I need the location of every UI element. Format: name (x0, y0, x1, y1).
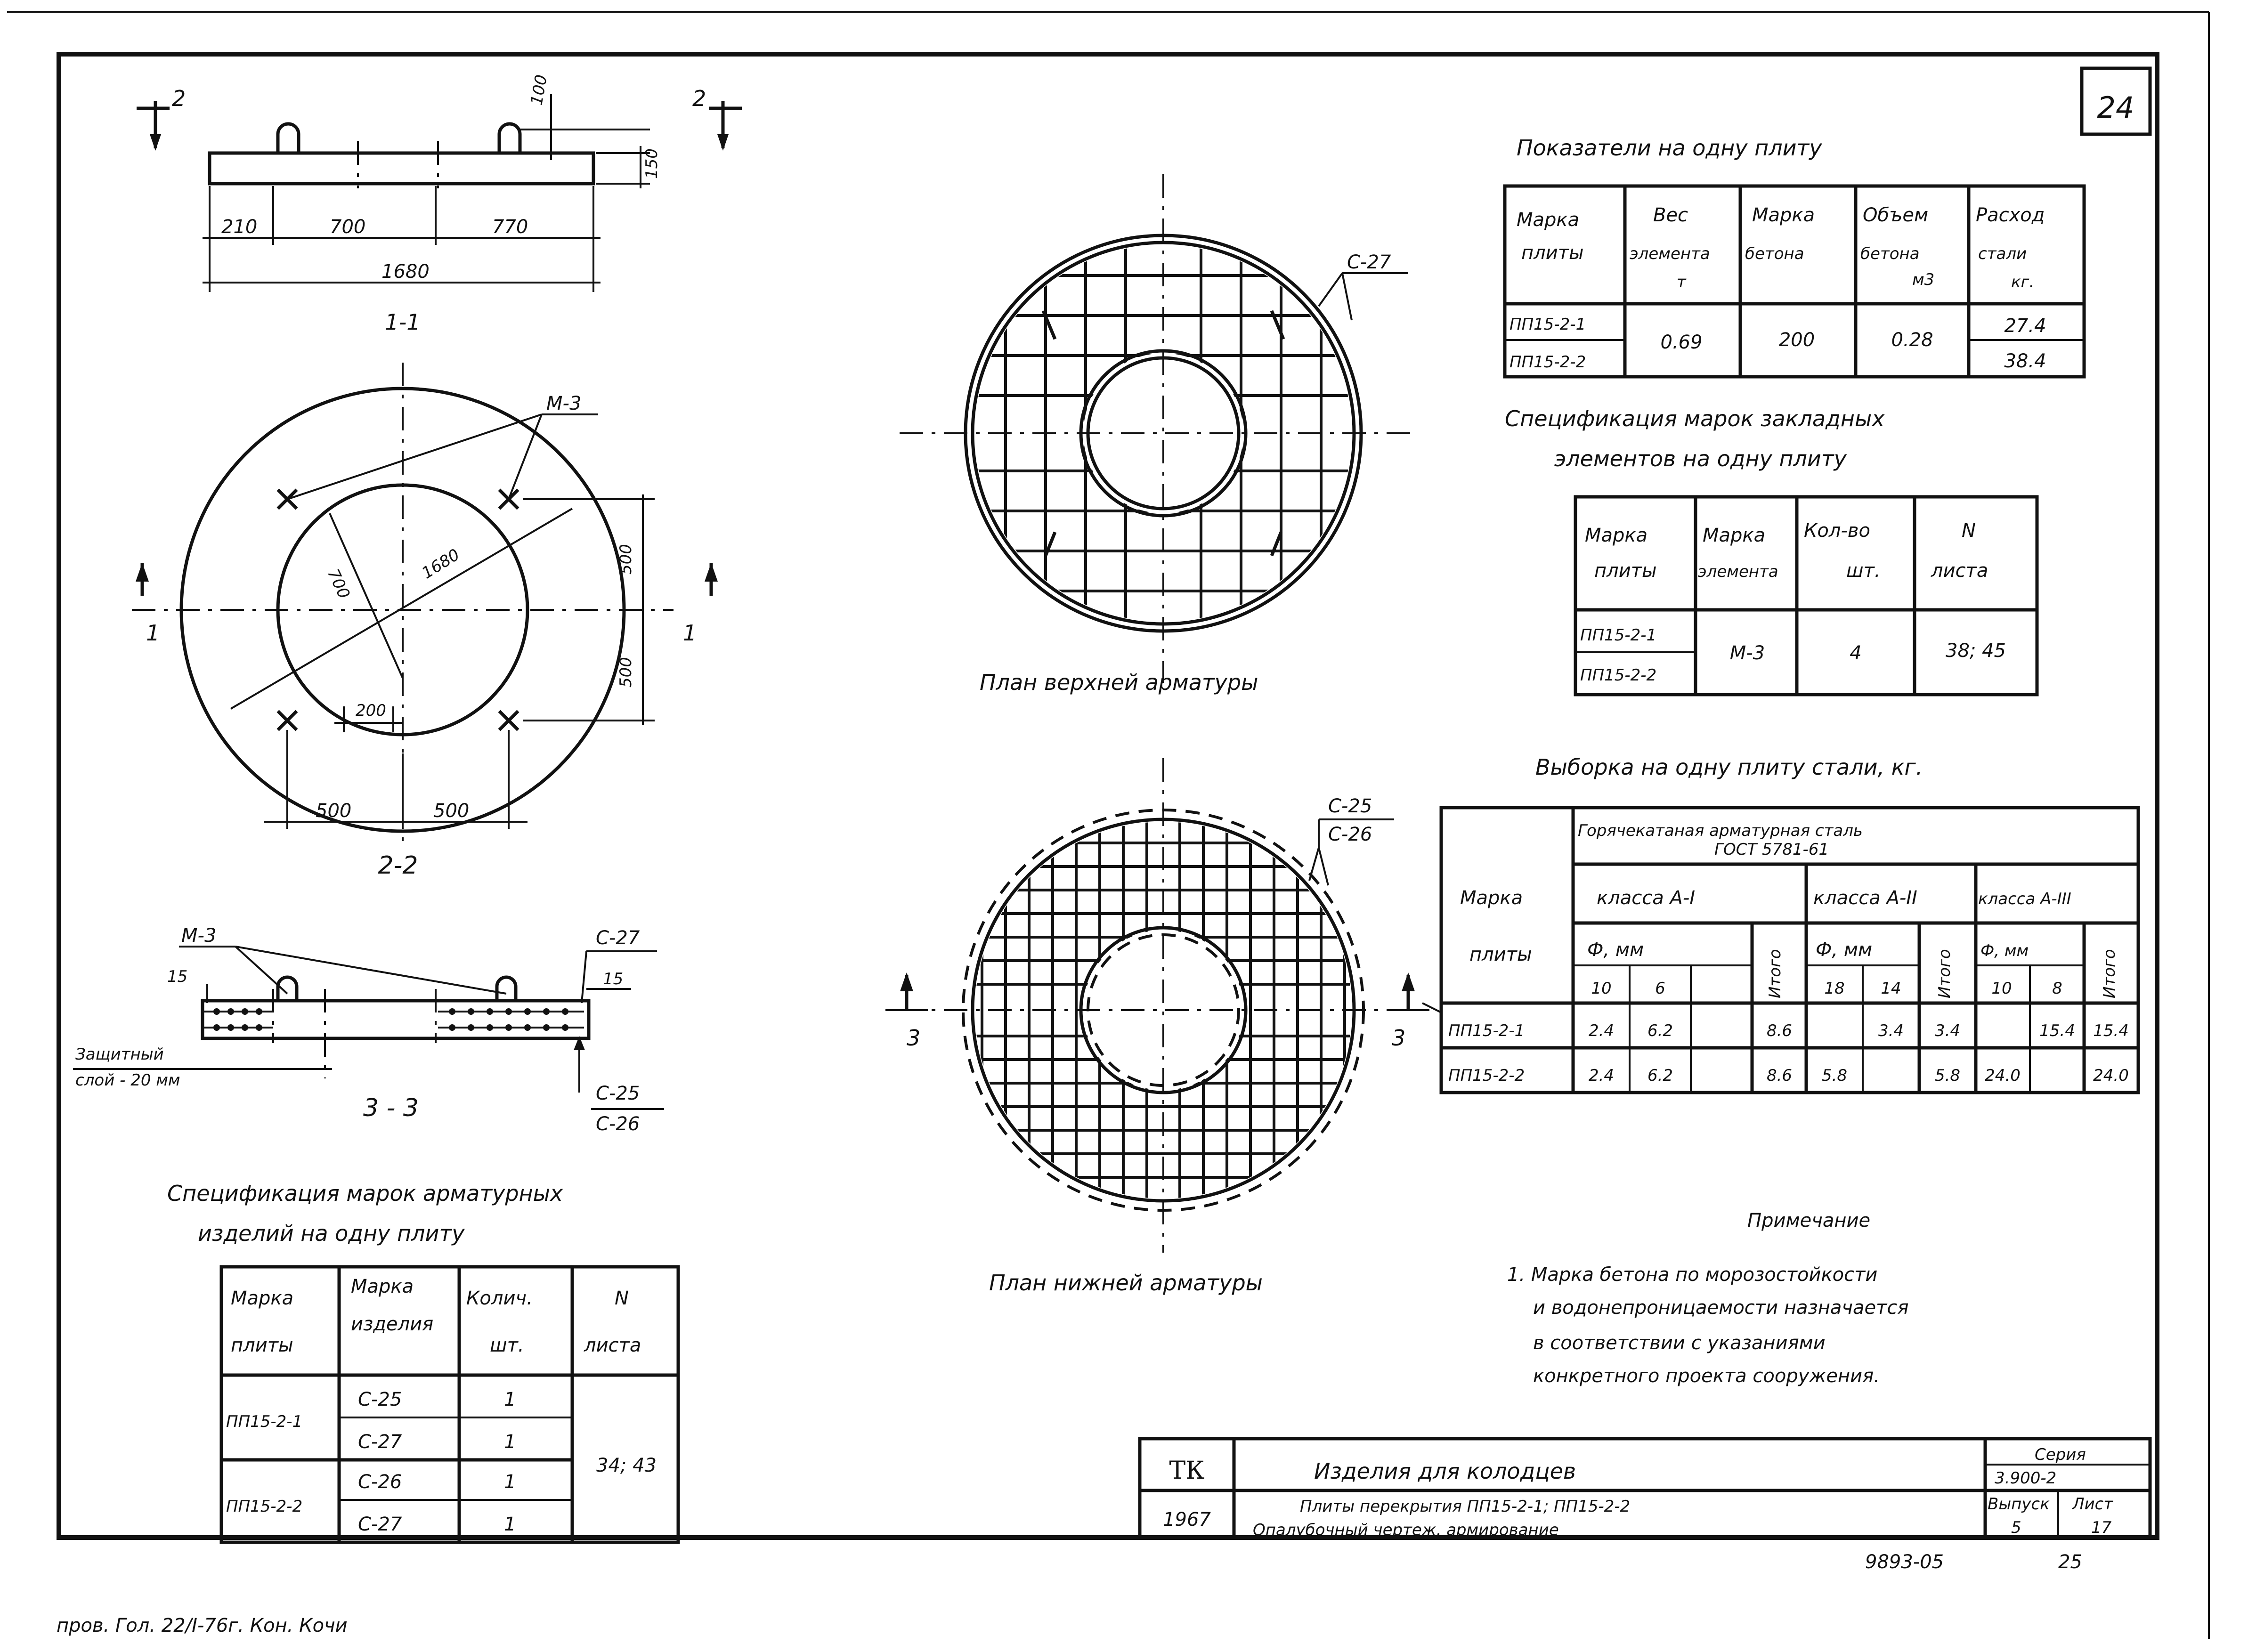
mark-c26-section3: С-26 (596, 1113, 640, 1135)
tb-title: Изделия для колодцев (1314, 1458, 1576, 1484)
tb-series: 3.900-2 (1995, 1469, 2057, 1488)
footer (57, 1551, 2082, 1636)
cut-mark-1-right: 1 (683, 620, 697, 646)
steel-row-mark: ПП15-2-1 (1448, 1021, 1525, 1040)
embed-mark-label: M-3 (546, 393, 582, 414)
ind-h-weight-2: элемента (1630, 244, 1710, 263)
tb-series-label: Серия (2035, 1445, 2086, 1464)
steel-dia-6: 6 (1655, 979, 1665, 998)
ind-grade: 200 (1778, 329, 1815, 351)
dim-200: 200 (356, 701, 386, 720)
section-2-2 (132, 363, 718, 880)
footer-signature: пров. Гол. 22/I-76г. Кон. Кочи (57, 1615, 348, 1636)
title-block (1140, 1439, 2150, 1539)
ind-h-grade-1: Марка (1752, 204, 1815, 226)
steel-dia-18: 18 (1824, 979, 1845, 998)
steel-class-2: класса А-II (1813, 887, 1917, 909)
sheet-number: 24 (2097, 90, 2134, 125)
upper-reinforcement-plan (900, 174, 1418, 695)
reb-mark-2: ПП15-2-2 (226, 1497, 303, 1516)
emb-qty: 4 (1850, 642, 1862, 664)
cut-mark-3-left: 3 (907, 1025, 921, 1051)
reb-h-item-2: изделия (351, 1313, 434, 1335)
emb-mark-2: ПП15-2-2 (1580, 666, 1657, 685)
section-2-2-label: 2-2 (378, 851, 418, 880)
steel-dia-8: 8 (2052, 979, 2062, 998)
steel-cell: 6.2 (1647, 1066, 1673, 1085)
reb-qty: 1 (504, 1431, 516, 1453)
emb-h-qty-1: Кол-во (1804, 520, 1870, 542)
section-3-embed-mark: M-3 (181, 925, 217, 947)
steel-table-title: Выборка на одну плиту стали, кг. (1535, 754, 1923, 780)
reb-h-qty-1: Колич. (466, 1288, 533, 1309)
dim-700-dia: 700 (323, 566, 354, 602)
emb-h-sheet-2: листа (1931, 560, 1988, 582)
indicators-title: Показатели на одну плиту (1517, 135, 1822, 161)
note-line: в соответствии с указаниями (1533, 1332, 1826, 1354)
embed-spec-title-2: элементов на одну плиту (1554, 446, 1847, 471)
dim-500-lower: 500 (617, 657, 635, 688)
reb-item: С-26 (358, 1471, 402, 1493)
dim-500-left: 500 (316, 800, 352, 822)
dim-500-upper: 500 (617, 544, 635, 575)
ind-steel-2: 38.4 (2004, 350, 2046, 372)
steel-group-1: Горячекатаная арматурная сталь (1578, 821, 1863, 840)
tb-year: 1967 (1163, 1509, 1211, 1531)
steel-dia-label-1: Ф, мм (1587, 939, 1644, 961)
footer-page: 25 (2058, 1551, 2082, 1573)
tb-subtitle-2: Опалубочный чертеж, армирование (1253, 1521, 1559, 1539)
dim-770: 770 (492, 216, 528, 238)
cut-mark-3-right: 3 (1392, 1025, 1406, 1051)
lifting-loop (278, 124, 299, 153)
steel-table (1422, 754, 2138, 1093)
steel-class-3: класса А-III (1978, 890, 2071, 908)
mark-c27-section3: С-27 (596, 927, 640, 949)
reb-mark-1: ПП15-2-1 (226, 1412, 303, 1431)
cover-label-2: слой - 20 мм (75, 1071, 180, 1090)
steel-cell: 24.0 (2093, 1066, 2129, 1085)
dim-700: 700 (330, 216, 366, 238)
reb-sheets: 34; 43 (596, 1455, 657, 1476)
dim-1680: 1680 (381, 261, 430, 283)
dim-100: 100 (527, 73, 552, 107)
reb-h-mark-2: плиты (231, 1335, 293, 1356)
embed-spec-table (1505, 406, 2037, 695)
ind-mark-1: ПП15-2-1 (1509, 315, 1586, 334)
slab-section-3 (203, 1001, 589, 1038)
steel-cell: 5.8 (1821, 1066, 1848, 1085)
reb-h-item-1: Марка (351, 1276, 414, 1297)
mark-c26-lower: С-26 (1328, 824, 1372, 845)
upper-mesh (942, 219, 1389, 643)
cut-mark-2-left: 2 (172, 86, 186, 111)
reb-qty: 1 (504, 1514, 516, 1535)
steel-total-2: Итого (1935, 949, 1954, 998)
steel-cell: 2.4 (1588, 1021, 1615, 1040)
note (1507, 1210, 1909, 1387)
indicators-table (1505, 135, 2084, 377)
reb-qty: 1 (504, 1471, 516, 1493)
tb-org: ТК (1169, 1457, 1205, 1485)
emb-h-sheet-1: N (1962, 520, 1976, 542)
reb-item: С-27 (358, 1431, 402, 1453)
emb-h-qty-2: шт. (1846, 560, 1881, 582)
note-line: конкретного проекта сооружения. (1533, 1365, 1880, 1387)
reb-h-sheet-1: N (615, 1288, 629, 1309)
emb-h-mark-2: плиты (1594, 560, 1657, 582)
reb-h-qty-2: шт. (490, 1335, 524, 1356)
steel-cell: 15.4 (2093, 1021, 2129, 1040)
steel-dia-14: 14 (1881, 979, 1901, 998)
note-title: Примечание (1747, 1210, 1871, 1231)
section-3-3-label: 3 - 3 (363, 1094, 419, 1122)
rebar-spec-title-1: Спецификация марок арматурных (167, 1181, 563, 1206)
note-line: 1. Марка бетона по морозостойкости (1507, 1264, 1878, 1286)
steel-dia-10b: 10 (1991, 979, 2012, 998)
cut-mark-1-left: 1 (146, 620, 160, 646)
steel-cell: 2.4 (1588, 1066, 1615, 1085)
mark-c25-section3: С-25 (596, 1083, 640, 1104)
dim-150: 150 (642, 148, 661, 179)
steel-dia-10: 10 (1591, 979, 1612, 998)
reb-qty: 1 (504, 1389, 516, 1410)
emb-mark-1: ПП15-2-1 (1580, 626, 1657, 645)
ind-volume: 0.28 (1891, 329, 1933, 351)
steel-group-2: ГОСТ 5781-61 (1714, 840, 1829, 859)
cut-mark-2-right: 2 (692, 86, 706, 111)
reb-h-sheet-2: листа (584, 1335, 641, 1356)
ind-weight: 0.69 (1660, 332, 1703, 353)
footer-code: 9893-05 (1865, 1551, 1944, 1573)
steel-mark-h-1: Марка (1460, 887, 1523, 909)
steel-total-1: Итого (1766, 949, 1785, 998)
ind-h-volume-3: м3 (1912, 270, 1935, 289)
lifting-loop (499, 124, 520, 153)
lower-plan-caption: План нижней арматуры (989, 1270, 1263, 1296)
ind-h-volume-2: бетона (1860, 244, 1920, 263)
section-3-3 (73, 925, 664, 1135)
note-line: и водонепроницаемости назначается (1533, 1297, 1909, 1319)
ind-h-steel-2: стали (1978, 244, 2027, 263)
steel-cell: 8.6 (1766, 1066, 1793, 1085)
ind-h-weight-3: т (1677, 273, 1686, 292)
reb-item: С-25 (358, 1389, 402, 1410)
dim-210: 210 (221, 216, 258, 238)
steel-cell: 8.6 (1766, 1021, 1793, 1040)
emb-h-element-1: Марка (1703, 525, 1766, 546)
steel-row-1 (1448, 1021, 2129, 1040)
ind-h-mark-2: плиты (1521, 242, 1584, 264)
steel-cell: 3.4 (1934, 1021, 1961, 1040)
lower-reinforcement-plan (885, 758, 1429, 1296)
tb-sheet: 17 (2091, 1518, 2112, 1537)
steel-cell: 3.4 (1878, 1021, 1904, 1040)
mark-c25-lower: С-25 (1328, 795, 1372, 817)
tb-issue-label: Выпуск (1988, 1495, 2050, 1514)
steel-dia-label-2: Ф, мм (1816, 939, 1873, 961)
tb-issue: 5 (2011, 1518, 2021, 1537)
steel-row-mark: ПП15-2-2 (1448, 1066, 1525, 1085)
steel-total-3: Итого (2100, 949, 2119, 998)
rebar-spec-table (167, 1181, 678, 1542)
reb-h-mark-1: Марка (231, 1288, 294, 1309)
ind-h-grade-2: бетона (1745, 244, 1804, 263)
tb-subtitle-1: Плиты перекрытия ПП15-2-1; ПП15-2-2 (1300, 1497, 1631, 1516)
ind-mark-2: ПП15-2-2 (1509, 353, 1586, 372)
steel-dia-label-3: Ф, мм (1980, 941, 2029, 960)
ind-h-mark-1: Марка (1517, 209, 1580, 231)
steel-cell: 5.8 (1934, 1066, 1961, 1085)
dim-15-right: 15 (603, 970, 624, 988)
ind-h-steel-1: Расход (1976, 204, 2045, 226)
mark-c27-upper: С-27 (1347, 251, 1391, 273)
cover-label-1: Защитный (75, 1045, 164, 1064)
reb-item: С-27 (358, 1514, 402, 1535)
section-1-1-label: 1-1 (385, 309, 421, 335)
ind-h-volume-1: Объем (1863, 204, 1929, 226)
dim-15-left: 15 (167, 967, 188, 986)
rebar-spec-title-2: изделий на одну плиту (198, 1221, 465, 1246)
steel-mark-h-2: плиты (1469, 944, 1532, 965)
embed-spec-title-1: Спецификация марок закладных (1505, 406, 1885, 431)
emb-h-element-2: элемента (1698, 562, 1778, 581)
emb-sheets: 38; 45 (1946, 640, 2006, 662)
dim-500-right: 500 (433, 800, 470, 822)
steel-cell: 24.0 (1985, 1066, 2021, 1085)
tb-sheet-label: Лист (2072, 1495, 2113, 1514)
steel-class-1: класса А-I (1597, 887, 1696, 909)
slab-section (210, 153, 593, 184)
steel-cell: 6.2 (1647, 1021, 1673, 1040)
emb-h-mark-1: Марка (1585, 525, 1648, 546)
steel-row-2 (1448, 1066, 2129, 1085)
ind-h-weight-1: Вес (1653, 204, 1688, 226)
section-1-1 (137, 73, 742, 335)
upper-plan-caption: План верхней арматуры (980, 670, 1258, 695)
ind-h-steel-3: кг. (2011, 273, 2035, 292)
ind-steel-1: 27.4 (2004, 315, 2046, 337)
dim-1680-dia: 1680 (418, 545, 463, 583)
steel-cell: 15.4 (2039, 1021, 2075, 1040)
emb-element: М-3 (1729, 642, 1765, 664)
